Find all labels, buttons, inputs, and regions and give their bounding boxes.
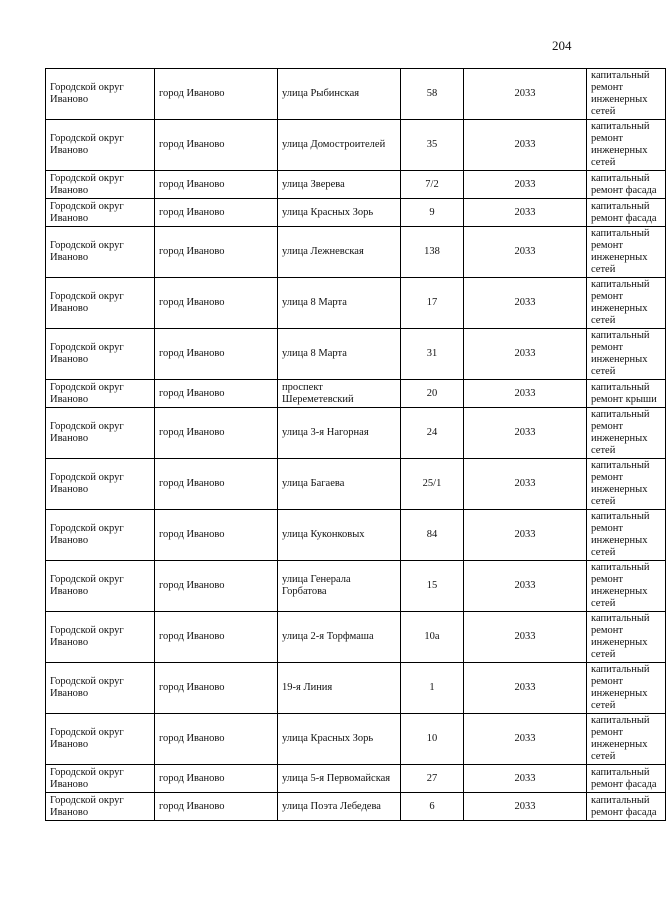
okrug-cell: Городской округ Иваново (46, 561, 155, 612)
city-cell: город Иваново (155, 408, 278, 459)
year-cell: 2033 (464, 765, 587, 793)
table-row (46, 793, 666, 821)
table-row (46, 278, 666, 329)
city-cell: город Иваново (155, 612, 278, 663)
work-type-cell: капитальный ремонт фасада (587, 765, 666, 793)
street-cell: улица Багаева (278, 459, 401, 510)
table-row (46, 714, 666, 765)
table-row (46, 69, 666, 120)
work-type-cell: капитальный ремонт фасада (587, 793, 666, 821)
city-cell: город Иваново (155, 199, 278, 227)
okrug-cell: Городской округ Иваново (46, 171, 155, 199)
table-row (46, 459, 666, 510)
work-type-cell: капитальный ремонт инженерных сетей (587, 510, 666, 561)
city-cell: город Иваново (155, 765, 278, 793)
house-number-cell: 10а (401, 612, 464, 663)
year-cell: 2033 (464, 663, 587, 714)
city-cell: город Иваново (155, 510, 278, 561)
street-cell: улица Лежневская (278, 227, 401, 278)
house-number-cell: 84 (401, 510, 464, 561)
okrug-cell: Городской округ Иваново (46, 120, 155, 171)
year-cell: 2033 (464, 227, 587, 278)
work-type-cell: капитальный ремонт инженерных сетей (587, 561, 666, 612)
year-cell: 2033 (464, 714, 587, 765)
okrug-cell: Городской округ Иваново (46, 459, 155, 510)
okrug-cell: Городской округ Иваново (46, 199, 155, 227)
house-number-cell: 6 (401, 793, 464, 821)
year-cell: 2033 (464, 329, 587, 380)
year-cell: 2033 (464, 199, 587, 227)
year-cell: 2033 (464, 612, 587, 663)
work-type-cell: капитальный ремонт инженерных сетей (587, 278, 666, 329)
year-cell: 2033 (464, 171, 587, 199)
street-cell: улица 8 Марта (278, 329, 401, 380)
city-cell: город Иваново (155, 278, 278, 329)
city-cell: город Иваново (155, 561, 278, 612)
street-cell: улица 5-я Первомайская (278, 765, 401, 793)
street-cell: улица Поэта Лебедева (278, 793, 401, 821)
work-type-cell: капитальный ремонт фасада (587, 171, 666, 199)
okrug-cell: Городской округ Иваново (46, 329, 155, 380)
year-cell: 2033 (464, 793, 587, 821)
table-row (46, 765, 666, 793)
year-cell: 2033 (464, 408, 587, 459)
house-number-cell: 20 (401, 380, 464, 408)
work-type-cell: капитальный ремонт инженерных сетей (587, 612, 666, 663)
page-number: 204 (552, 38, 572, 53)
house-number-cell: 9 (401, 199, 464, 227)
work-type-cell: капитальный ремонт крыши (587, 380, 666, 408)
house-number-cell: 24 (401, 408, 464, 459)
house-number-cell: 35 (401, 120, 464, 171)
house-number-cell: 1 (401, 663, 464, 714)
street-cell: улица 3-я Нагорная (278, 408, 401, 459)
work-type-cell: капитальный ремонт инженерных сетей (587, 120, 666, 171)
work-type-cell: капитальный ремонт инженерных сетей (587, 329, 666, 380)
street-cell: улица 2-я Торфмаша (278, 612, 401, 663)
year-cell: 2033 (464, 561, 587, 612)
city-cell: город Иваново (155, 793, 278, 821)
okrug-cell: Городской округ Иваново (46, 408, 155, 459)
registry-table-body (46, 69, 666, 821)
house-number-cell: 138 (401, 227, 464, 278)
house-number-cell: 15 (401, 561, 464, 612)
house-number-cell: 31 (401, 329, 464, 380)
table-row (46, 510, 666, 561)
work-type-cell: капитальный ремонт инженерных сетей (587, 459, 666, 510)
year-cell: 2033 (464, 120, 587, 171)
street-cell: улица Генерала Горбатова (278, 561, 401, 612)
okrug-cell: Городской округ Иваново (46, 793, 155, 821)
work-type-cell: капитальный ремонт инженерных сетей (587, 663, 666, 714)
work-type-cell: капитальный ремонт инженерных сетей (587, 714, 666, 765)
okrug-cell: Городской округ Иваново (46, 278, 155, 329)
table-row (46, 227, 666, 278)
house-number-cell: 27 (401, 765, 464, 793)
table-row (46, 561, 666, 612)
city-cell: город Иваново (155, 171, 278, 199)
okrug-cell: Городской округ Иваново (46, 612, 155, 663)
city-cell: город Иваново (155, 380, 278, 408)
street-cell: улица Рыбинская (278, 69, 401, 120)
street-cell: улица 8 Марта (278, 278, 401, 329)
table-row (46, 120, 666, 171)
house-number-cell: 25/1 (401, 459, 464, 510)
okrug-cell: Городской округ Иваново (46, 380, 155, 408)
city-cell: город Иваново (155, 69, 278, 120)
work-type-cell: капитальный ремонт инженерных сетей (587, 69, 666, 120)
okrug-cell: Городской округ Иваново (46, 714, 155, 765)
city-cell: город Иваново (155, 714, 278, 765)
okrug-cell: Городской округ Иваново (46, 227, 155, 278)
registry-table (45, 68, 666, 821)
city-cell: город Иваново (155, 120, 278, 171)
table-row (46, 171, 666, 199)
year-cell: 2033 (464, 69, 587, 120)
okrug-cell: Городской округ Иваново (46, 69, 155, 120)
table-row (46, 380, 666, 408)
okrug-cell: Городской округ Иваново (46, 765, 155, 793)
street-cell: улица Домостроителей (278, 120, 401, 171)
year-cell: 2033 (464, 380, 587, 408)
work-type-cell: капитальный ремонт фасада (587, 199, 666, 227)
table-row (46, 199, 666, 227)
house-number-cell: 10 (401, 714, 464, 765)
street-cell: 19-я Линия (278, 663, 401, 714)
street-cell: улица Красных Зорь (278, 199, 401, 227)
okrug-cell: Городской округ Иваново (46, 663, 155, 714)
city-cell: город Иваново (155, 329, 278, 380)
street-cell: проспект Шереметевский (278, 380, 401, 408)
street-cell: улица Зверева (278, 171, 401, 199)
city-cell: город Иваново (155, 663, 278, 714)
year-cell: 2033 (464, 510, 587, 561)
table-row (46, 663, 666, 714)
year-cell: 2033 (464, 278, 587, 329)
table-row (46, 329, 666, 380)
table-row (46, 612, 666, 663)
okrug-cell: Городской округ Иваново (46, 510, 155, 561)
house-number-cell: 7/2 (401, 171, 464, 199)
table-row (46, 408, 666, 459)
street-cell: улица Куконковых (278, 510, 401, 561)
city-cell: город Иваново (155, 227, 278, 278)
street-cell: улица Красных Зорь (278, 714, 401, 765)
year-cell: 2033 (464, 459, 587, 510)
work-type-cell: капитальный ремонт инженерных сетей (587, 408, 666, 459)
house-number-cell: 17 (401, 278, 464, 329)
work-type-cell: капитальный ремонт инженерных сетей (587, 227, 666, 278)
city-cell: город Иваново (155, 459, 278, 510)
house-number-cell: 58 (401, 69, 464, 120)
